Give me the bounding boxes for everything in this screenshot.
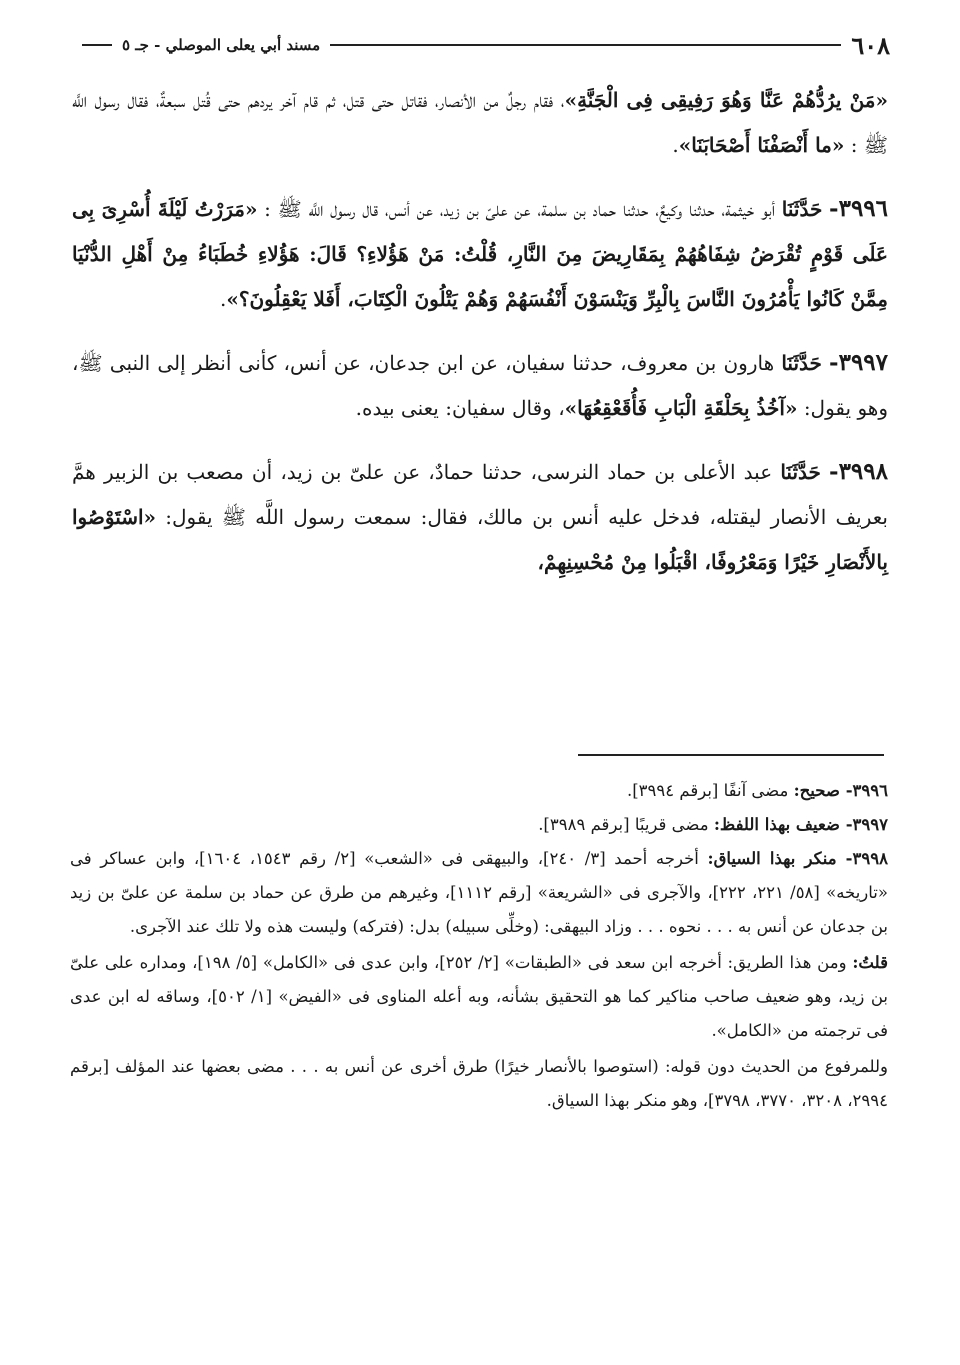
hadith-3996: [72, 186, 888, 322]
isnad-text: عبد الأعلى بن حماد النرسى، حدثنا حمادٌ، عن علىّ بن زيد، أن مصعب بن الزبير همَّ بعريف الأنصار ليقتله، فدخل عليه أنس بن مالك، فقال: سمعت رسول اللَّه ﷺ يقول:: [72, 460, 888, 529]
footnote-marfu: [70, 1050, 888, 1118]
footnote-text: مضى قريبًا [برقم ٣٩٨٩].: [538, 815, 709, 834]
footnote-ref: ٣٩٩٦- صحيح:: [793, 781, 888, 800]
isnad-text: هارون بن معروف، حدثنا سفيان، عن ابن جدعان، عن أنس، كأنى أنظر إلى النبى ﷺ، وهو يقول:: [72, 351, 888, 420]
haddatha-word: حَدَّثَنَا: [781, 351, 822, 375]
running-header: [72, 30, 890, 60]
hadith-quote: «آخُذُ بِحَلْقَةِ الْبَابِ فَأُقَعْقِعُهَا»: [564, 396, 798, 420]
hadith-number: ٣٩٩٧: [838, 349, 889, 376]
footnote-text: وللمرفوع من الحديث دون قوله: (استوصوا بالأنصار خيرًا) طرق أخرى عن أنس به . . . مضى بعضها عند المؤلف [برقم ٢٩٩٤، ٣٢٠٨، ٣٧٧٠، ٣٧٩٨]، وهو منكر بهذا السياق.: [70, 1057, 889, 1110]
hadith-3997: [72, 340, 888, 431]
paragraph-text: ، وقال سفيان: يعنى بيده.: [355, 396, 565, 420]
footnote-separator: [578, 754, 884, 756]
footnote-ref: ٣٩٩٧- ضعيف بهذا اللفظ:: [713, 815, 888, 834]
hadith-quote: «مَرَرْتُ لَيْلَةَ أُسْرِىَ بِى عَلَى قَوْمٍ تُقْرَضُ شِفَاهُهُمْ بِمَقَارِيضَ مِنَ النَّارِ، قُلْتُ: مَنْ هَؤُلاءِ؟ قَالَ: هَؤُلاءِ خُطَبَاءُ مِنْ أَهْلِ الدُّنْيَا مِمَّنْ كَانُوا يَأْمُرُونَ النَّاسَ بِالْبِرِّ وَيَنْسَوْنَ أَنْفُسَهُمْ وَهُمْ يَتْلُونَ الْكِتَابَ، أَفَلا يَعْقِلُونَ؟»: [72, 197, 888, 311]
hadith-dash: -: [829, 458, 839, 485]
book-title: مسند أبي يعلى الموصلي - جـ ٥: [122, 36, 321, 54]
haddatha-word: حَدَّثَنَا: [780, 460, 821, 484]
page-number: ٦٠٨: [851, 30, 890, 60]
hadith-quote: «مَنْ يرُدُّهُمْ عَنَّا وَهُوَ رَفِيقِى فِى الْجَنَّةِ»: [564, 88, 889, 112]
hadith-quote: «ما أَنْصَفْنَا أَصْحَابَنَا»: [678, 133, 845, 157]
isnad-text: أبو خيثمة، حدثنا وكيعٌ، حدثنا حماد بن سلمة، عن علىّ بن زيد، عن أنس، قال رسول اللَّه ﷺ :: [264, 197, 776, 221]
footnote-qultu: [70, 946, 888, 1048]
footnote-3998: [70, 842, 888, 944]
continued-paragraph: [72, 78, 888, 168]
paragraph-text: ، فقام رجلٌ من الأنصار، فقاتل حتى قتل، ثم قام آخر يردهم حتى قُتل سبعةٌ، فقال رسول اللَّه ﷺ :: [72, 88, 888, 157]
footnote-text: مضى آنفًا [برقم ٣٩٩٤].: [626, 781, 789, 800]
hadith-number: ٣٩٩٨: [838, 458, 888, 485]
footnote-text: أخرجه أحمد [٣/ ٢٤٠]، والبيهقى فى «الشعب» [٢/ رقم ١٥٤٣، ١٦٠٤]، وابن عساكر فى «تاريخه» [٥٨/ ٢٢١، ٢٢٢]، والآجرى فى «الشريعة» [رقم ١١١٢]، وغيرهم من طرق عن حماد بن سلمة عن علىّ بن زيد بن جدعان عن أنس به . . . نحوه . . . وزاد البيهقى: (وخلِّى سبيله) بدل: (فتركه) وليست هذه ولا تلك عند الآجرى.: [70, 849, 888, 936]
footnote-3996: [70, 774, 888, 808]
hadith-3998: [72, 449, 888, 585]
footnote-ref: ٣٩٩٨- منكر بهذا السياق:: [707, 849, 888, 868]
header-rule-end: [82, 44, 112, 46]
main-text: [72, 78, 888, 585]
footnote-3997: [70, 808, 888, 842]
hadith-number: ٣٩٩٦: [838, 195, 889, 222]
hadith-quote: «اسْتَوْصُوا بِالأَنْصَارِ خَيْرًا وَمَعْرُوفًا، اقْبَلُوا مِنْ مُحْسِنِهِمْ،: [72, 505, 888, 574]
paragraph-end: .: [219, 287, 227, 311]
header-rule: [330, 44, 841, 46]
haddatha-word: حَدَّثَنَا: [781, 197, 823, 221]
footnote-text: ومن هذا الطريق: أخرجه ابن سعد فى «الطبقات» [٢/ ٢٥٢]، وابن عدى فى «الكامل» [٥/ ١٩٨]، ومداره على علىّ بن زيد، وهو ضعيف صاحب مناكير كما هو التحقيق بشأنه، وبه أعله المناوى فى «الفيض» [١/ ٥٠٢]، وساقه له ابن عدى فى ترجمته من «الكامل».: [70, 953, 888, 1040]
hadith-dash: -: [829, 195, 839, 222]
hadith-dash: -: [829, 349, 839, 376]
paragraph-end: .: [672, 133, 679, 157]
qultu-label: قلتُ:: [852, 953, 888, 972]
footnotes: [70, 774, 888, 1118]
